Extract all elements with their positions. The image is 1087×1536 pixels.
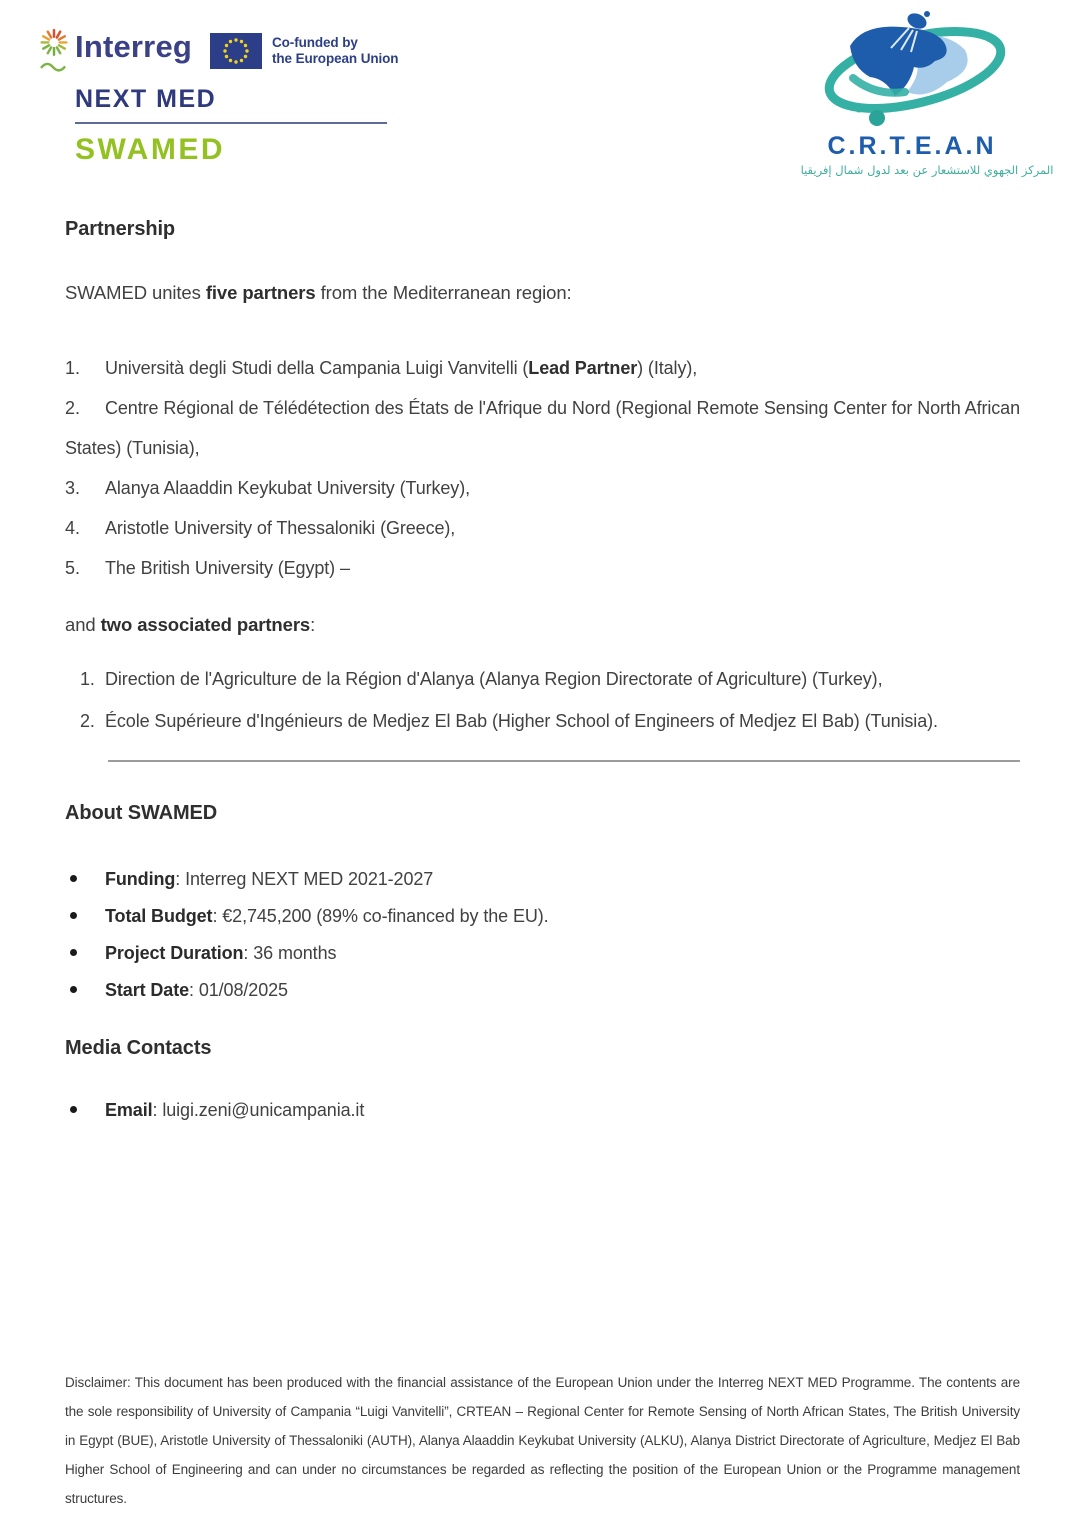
bullet-icon — [70, 949, 77, 956]
partner-item: 4. Aristotle University of Thessaloniki (Greece), — [65, 508, 1020, 548]
partner-item: 2. Centre Régional de Télédétection des États de l'Afrique du Nord (Regional Remote Sensing Center for North African States) (Tunisia), — [65, 388, 1020, 468]
partner-number: 5. — [65, 558, 81, 578]
about-item: Project Duration: 36 months — [65, 935, 1020, 972]
partner-list — [65, 348, 1020, 588]
associated-intro: and two associated partners: — [65, 614, 316, 635]
email-value: : luigi.zeni@unicampania.it — [152, 1100, 365, 1120]
email-item: Email: luigi.zeni@unicampania.it — [65, 1092, 1020, 1129]
bullet-icon — [70, 912, 77, 919]
associated-number: 1. — [80, 669, 95, 689]
about-item: Start Date: 01/08/2025 — [65, 972, 1020, 1009]
associated-item: 2. École Supérieure d'Ingénieurs de Medjez El Bab (Higher School of Engineers of Medjez El Bab) (Tunisia). — [65, 700, 1020, 742]
bullet-icon — [70, 986, 77, 993]
partner-number: 1. — [65, 358, 81, 378]
about-item: Total Budget: €2,745,200 (89% co-financed by the EU). — [65, 898, 1020, 935]
crtean-logo — [795, 8, 1065, 193]
logo-divider — [75, 122, 387, 124]
partner-number: 4. — [65, 518, 81, 538]
partner-number: 3. — [65, 478, 81, 498]
crtean-arabic-name: المركز الجهوي للاستشعار عن بعد لدول شمال إفريقيا — [800, 163, 1054, 177]
partner-item: 3. Alanya Alaaddin Keykubat University (Turkey), — [65, 468, 1020, 508]
project-name: SWAMED — [75, 133, 225, 166]
interreg-sun-icon — [35, 27, 73, 80]
programme-name: NEXT MED — [75, 85, 217, 113]
partner-item: 1. Università degli Studi della Campania Luigi Vanvitelli (Lead Partner) (Italy), — [65, 348, 1020, 388]
intro-paragraph: SWAMED unites five partners from the Mediterranean region: — [65, 282, 572, 303]
associated-item: 1. Direction de l'Agriculture de la Région d'Alanya (Alanya Region Directorate of Agriculture) (Turkey), — [65, 658, 1020, 700]
disclaimer-text: Disclaimer: This document has been produced with the financial assistance of the European Union under the Interreg NEXT MED Programme. The contents are the sole responsibility of University of Campania “Luigi Vanvitelli”, CRTEAN – Regional Center for Remote Sensing of North African States, The British University in Egypt (BUE), Aristotle University of Thessaloniki (AUTH), Alanya Alaaddin Keykubat University (ALKU), Alanya District Directorate of Agriculture, Medjez El Bab Higher School of Engineering and can under no circumstances be regarded as reflecting the position of the European Union or the Programme management structures. — [65, 1375, 1020, 1506]
crtean-acronym: C.R.T.E.A.N — [827, 132, 997, 160]
about-heading: About SWAMED — [65, 802, 218, 824]
interreg-wordmark: Interreg — [75, 29, 193, 64]
eu-flag-icon — [210, 33, 262, 74]
associated-number: 2. — [80, 711, 95, 731]
globe-icon — [822, 17, 1009, 124]
partner-item: 5. The British University (Egypt) – — [65, 548, 1020, 588]
about-item: Funding: Interreg NEXT MED 2021-2027 — [65, 861, 1020, 898]
associated-list — [65, 658, 1020, 742]
section-divider — [108, 760, 1020, 762]
interreg-logo — [35, 15, 405, 175]
partnership-heading: Partnership — [65, 218, 176, 240]
about-list — [65, 861, 1020, 1009]
document-body — [65, 218, 1020, 1129]
bullet-icon — [70, 875, 77, 882]
media-contacts-heading: Media Contacts — [65, 1037, 212, 1059]
cofunded-label: Co-funded by the European Union — [272, 35, 399, 66]
partner-number: 2. — [65, 398, 81, 418]
bullet-icon — [70, 1106, 77, 1113]
